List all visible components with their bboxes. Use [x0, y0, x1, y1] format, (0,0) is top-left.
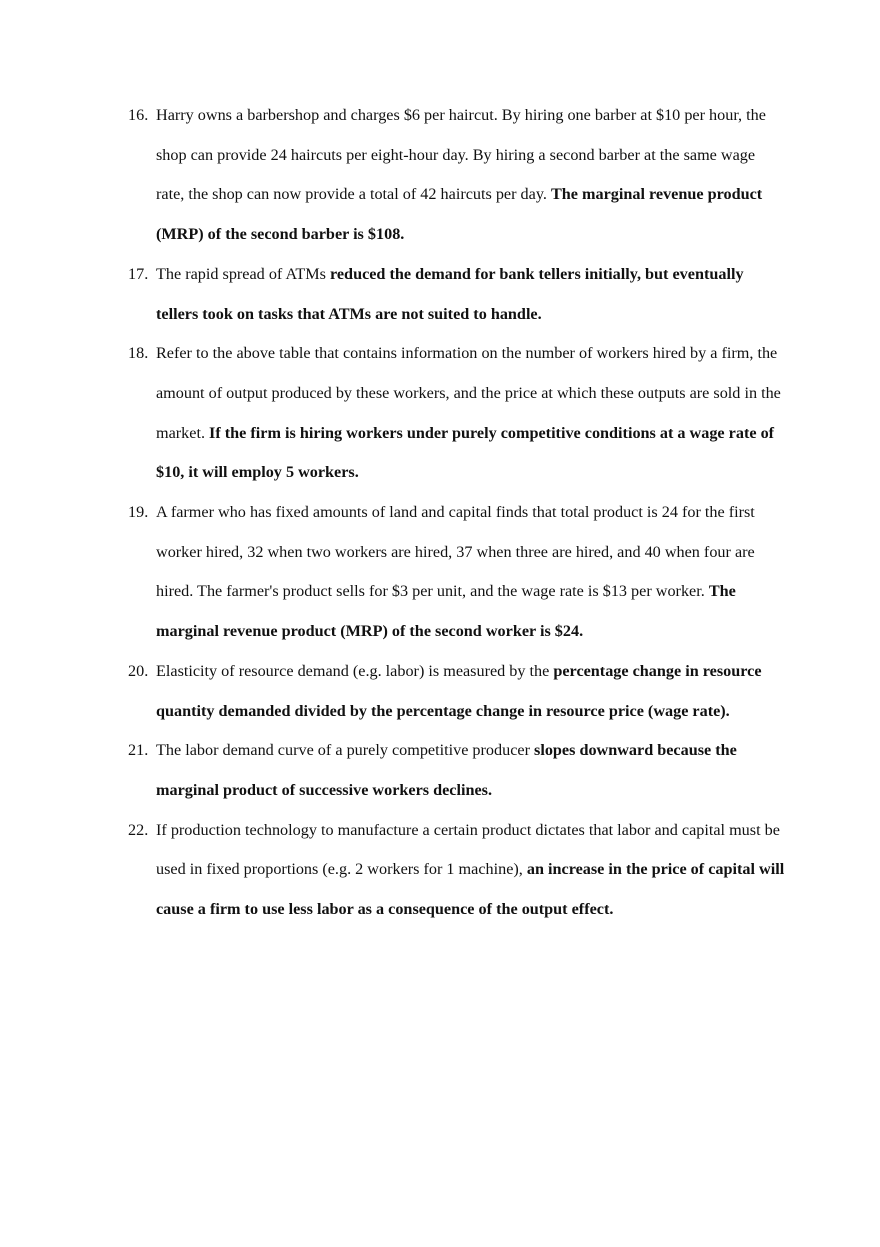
question-number: 21. [128, 741, 149, 760]
question-item-18 [120, 334, 785, 493]
question-item-19 [120, 493, 785, 652]
question-answer: The marginal revenue product (MRP) of the second worker is $24. [156, 582, 736, 641]
question-text: Harry owns a barbershop and charges $6 per haircut. By hiring one barber at $10 per hour, the shop can provide 24 haircuts per eight-hour day. By hiring a second barber at the same wage rate, the shop can now provide a total of 42 haircuts per day. [156, 106, 766, 204]
question-answer: percentage change in resource quantity demanded divided by the percentage change in resource price (wage rate). [156, 661, 762, 720]
question-answer: an increase in the price of capital will cause a firm to use less labor as a consequence of the output effect. [156, 860, 785, 919]
question-text: The labor demand curve of a purely competitive producer [156, 741, 530, 760]
question-item-17 [120, 255, 785, 334]
question-number: 22. [128, 820, 149, 839]
question-number: 20. [128, 661, 149, 680]
question-number: 17. [128, 264, 149, 283]
question-answer: If the firm is hiring workers under purely competitive conditions at a wage rate of $10, it will employ 5 workers. [156, 423, 775, 482]
question-item-21 [120, 731, 785, 810]
question-answer: slopes downward because the marginal product of successive workers declines. [156, 741, 737, 799]
question-item-16 [120, 96, 785, 255]
question-number: 18. [128, 344, 149, 363]
question-text: A farmer who has fixed amounts of land and capital finds that total product is 24 for the first worker hired, 32 when two workers are hired, 37 when three are hired, and 40 when four are hired. The farmer's product sells for $3 per unit, and the wage rate is $13 per worker. [156, 503, 755, 601]
question-answer: The marginal revenue product (MRP) of the second barber is $108. [156, 185, 763, 244]
question-number: 19. [128, 503, 149, 522]
question-text: If production technology to manufacture a certain product dictates that labor and capital must be used in fixed proportions (e.g. 2 workers for 1 machine), [156, 820, 780, 879]
question-text: Refer to the above table that contains information on the number of workers hired by a firm, the amount of output produced by these workers, and the price at which these outputs are sold in the market. [156, 344, 781, 442]
question-answer: reduced the demand for bank tellers initially, but eventually tellers took on tasks that ATMs are not suited to handle. [156, 264, 744, 323]
question-text: The rapid spread of ATMs [156, 264, 326, 283]
question-text: Elasticity of resource demand (e.g. labor) is measured by the [156, 661, 550, 680]
question-item-22 [120, 811, 785, 930]
question-item-20 [120, 652, 785, 731]
question-list [120, 96, 785, 930]
question-number: 16. [128, 106, 149, 124]
